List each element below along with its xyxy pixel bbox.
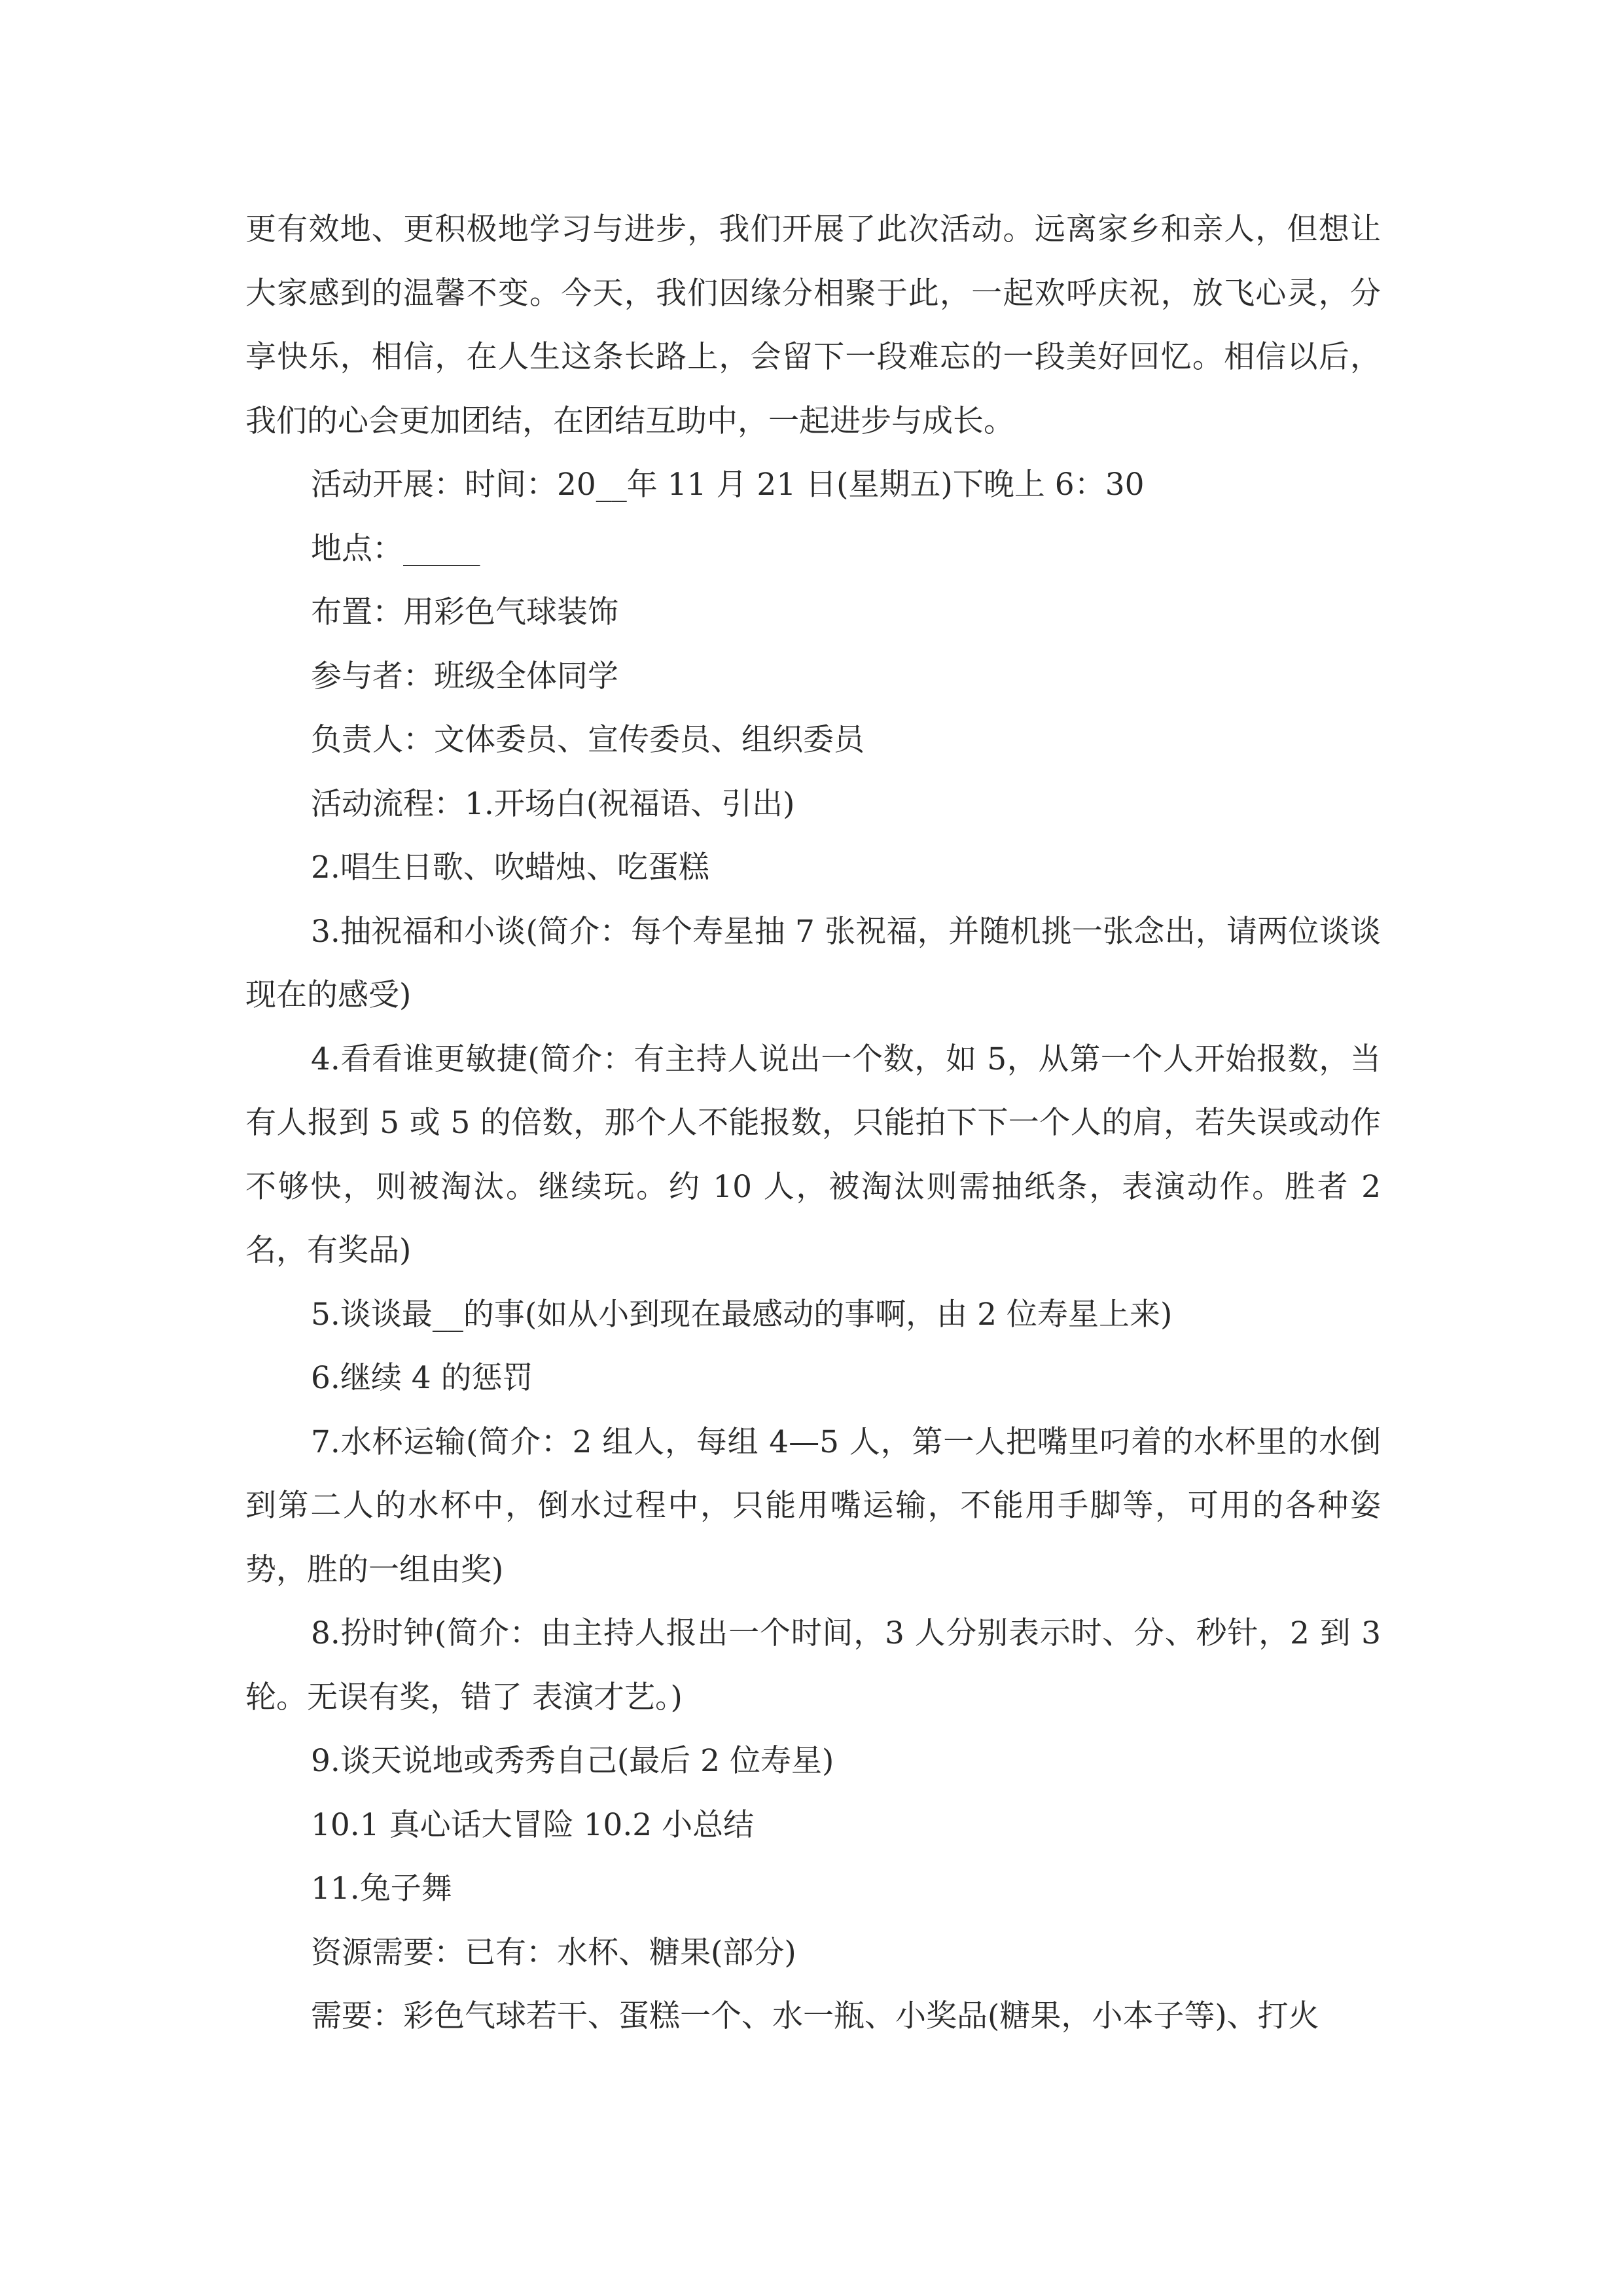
paragraph-decoration: 布置：用彩色气球装饰 [311,594,618,630]
paragraph-process-11: 11.兔子舞 [311,1871,452,1907]
document-body [245,198,1381,2049]
paragraph-process-8: 8.扮时钟(简介：由主持人报出一个时间，3 人分别表示时、分、秒针，2 到 3 轮。无误有奖，错了 表演才艺。) [245,1615,1381,1715]
paragraph-participants: 参与者：班级全体同学 [311,658,618,694]
paragraph-process-2: 2.唱生日歌、吹蜡烛、吃蛋糕 [311,850,709,886]
paragraph-process-10: 10.1 真心话大冒险 10.2 小总结 [311,1806,755,1843]
paragraph-process-5: 5.谈谈最__的事(如从小到现在最感动的事啊，由 2 位寿星上来) [311,1296,1173,1333]
paragraph-intro: 更有效地、更积极地学习与进步，我们开展了此次活动。远离家乡和亲人，但想让大家感到的温馨不变。今天，我们因缘分相聚于此，一起欢呼庆祝，放飞心灵，分享快乐，相信，在人生这条长路上，会留下一段难忘的一段美好回忆。相信以后，我们的心会更加团结，在团结互助中，一起进步与成长。 [245,211,1381,439]
paragraph-process-7: 7.水杯运输(简介：2 组人，每组 4—5 人，第一人把嘴里叼着的水杯里的水倒到第二人的水杯中，倒水过程中，只能用嘴运输，不能用手脚等，可用的各种姿势，胜的一组由奖) [245,1424,1381,1588]
paragraph-process-6: 6.继续 4 的惩罚 [311,1360,533,1396]
paragraph-process-4: 4.看看谁更敏捷(简介：有主持人说出一个数，如 5，从第一个人开始报数，当有人报到 5 或 5 的倍数，那个人不能报数，只能拍下下一个人的肩，若失误或动作不够快，则被淘汰。继续玩。约 10 人，被淘汰则需抽纸条，表演动作。胜者 2 名，有奖品) [245,1041,1381,1268]
paragraph-resources: 资源需要：已有：水杯、糖果(部分) [311,1934,796,1971]
paragraph-process-9: 9.谈天说地或秀秀自己(最后 2 位寿星) [311,1743,834,1779]
paragraph-location: 地点：_____ [311,530,480,567]
paragraph-organizers: 负责人：文体委员、宣传委员、组织委员 [311,722,865,758]
paragraph-needs: 需要：彩色气球若干、蛋糕一个、水一瓶、小奖品(糖果，小本子等)、打火 [311,1998,1319,2034]
paragraph-process-1: 活动流程：1.开场白(祝福语、引出) [311,785,795,822]
paragraph-time: 活动开展：时间：20__年 11 月 21 日(星期五)下晚上 6：30 [311,467,1145,503]
paragraph-process-3: 3.抽祝福和小谈(简介：每个寿星抽 7 张祝福，并随机挑一张念出，请两位谈谈现在的感受) [245,913,1381,1013]
